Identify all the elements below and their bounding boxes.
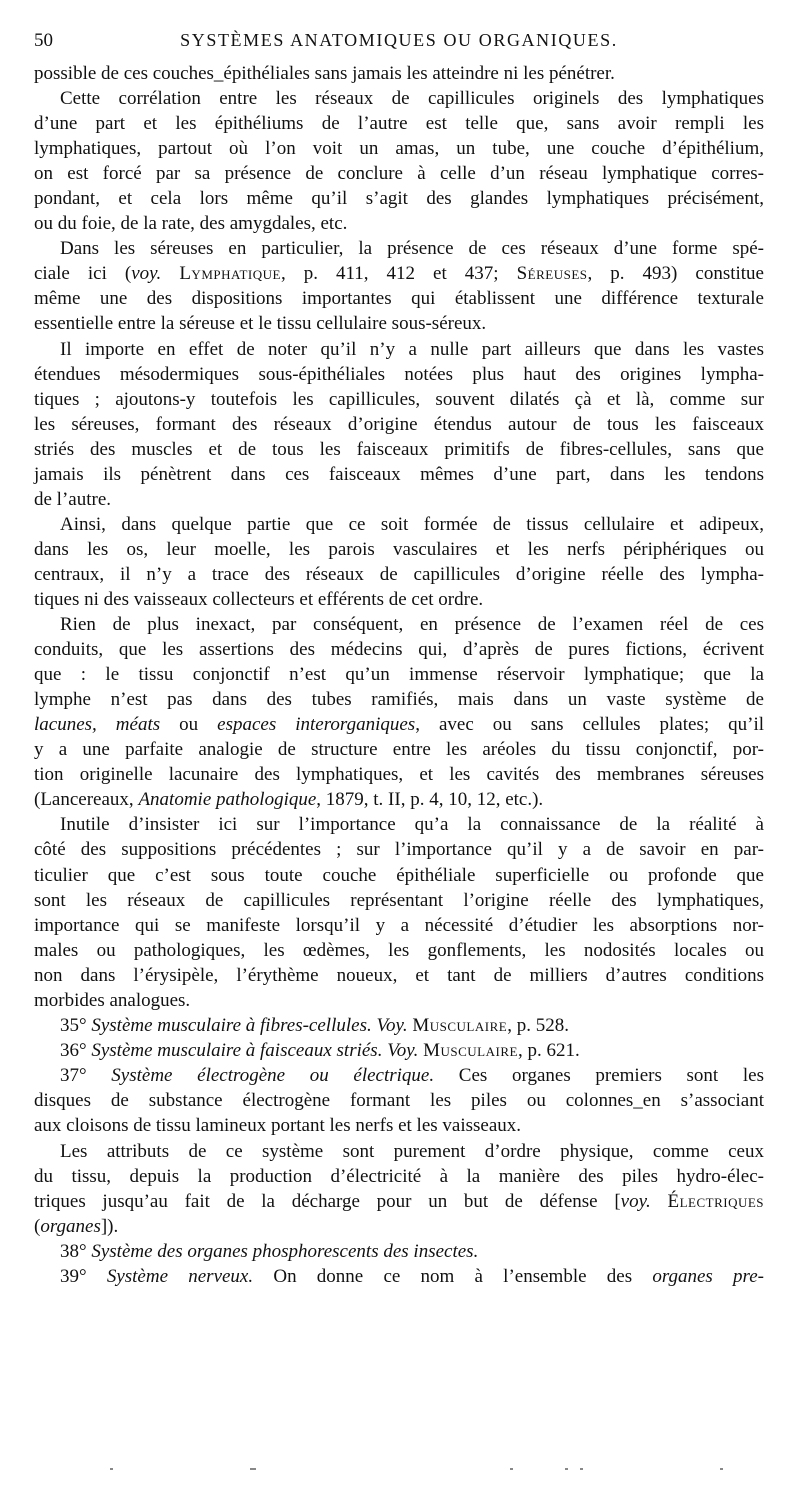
text-line: [34, 161, 764, 186]
running-title: SYSTÈMES ANATOMIQUES OU ORGANIQUES.: [180, 30, 618, 50]
text-segment: tiques ; ajoutons-y toutefois les capillicules, souvent dilatés çà et là, comme sur: [34, 388, 764, 410]
text-line: [34, 261, 764, 286]
page-number: 50: [34, 30, 53, 51]
text-line: [34, 211, 764, 236]
italic-text: organes: [40, 1216, 101, 1238]
speck: [250, 1468, 256, 1470]
speck: [510, 1468, 513, 1470]
text-segment: pondant, et cela lors même qu’il s’agit des glandes lymphatiques précisément,: [34, 188, 764, 210]
text-segment: conduits, que les assertions des médecins qui, d’après de pures fictions, écrivent: [34, 639, 764, 661]
text-line: [34, 61, 764, 86]
text-segment: côté des suppositions précédentes ; sur l’importance qu’il y a de savoir en par-: [34, 839, 764, 861]
text-line: [34, 1113, 764, 1138]
text-line: [34, 1239, 764, 1264]
text-segment: centraux, il n’y a trace des réseaux de capillicules d’origine réelle des lympha-: [34, 563, 764, 585]
text-line: [34, 437, 764, 462]
text-segment: possible de ces couches_épithéliales sans jamais les atteindre ni les pénétrer.: [34, 63, 615, 84]
text-segment: les séreuses, formant des réseaux d’origine étendus autour de tous les faisceaux: [34, 413, 764, 435]
text-segment: non dans l’érysipèle, l’érythème noueux, et tant de milliers d’autres conditions: [34, 964, 764, 986]
text-line: [34, 963, 764, 988]
italic-text: Système musculaire à fibres-cellules.: [91, 1014, 372, 1036]
italic-text: Voy.: [387, 1039, 419, 1061]
text-segment: 39°: [60, 1266, 107, 1288]
text-line: [34, 136, 764, 161]
text-segment: Cette corrélation entre les réseaux de capillicules originels des lymphatiques: [60, 88, 764, 110]
text-line: [34, 1189, 764, 1214]
bottom-specks: [110, 1468, 730, 1474]
text-line: [34, 1214, 764, 1239]
text-segment: même une des dispositions importantes qui établissent une différence texturale: [34, 288, 764, 310]
text-segment: de l’autre.: [34, 488, 112, 510]
italic-text: voy.: [131, 263, 162, 285]
text-line: [34, 938, 764, 963]
small-caps-text: Lymphatique: [179, 263, 281, 285]
text-segment: jamais ils pénètrent dans ces faisceaux mêmes d’une part, dans les tendons: [34, 463, 764, 485]
text-line: [34, 913, 764, 938]
text-segment: on est forcé par sa présence de conclure à celle d’un réseau lymphatique corres-: [34, 163, 764, 185]
text-segment: du tissu, depuis la production d’électricité à la manière des piles hydro-élec-: [34, 1166, 764, 1188]
text-segment: , p. 528.: [507, 1014, 569, 1036]
text-segment: striés des muscles et de tous les faisceaux primitifs de fibres-cellules, sans que: [34, 438, 764, 460]
italic-text: Anatomie pathologique: [138, 789, 317, 811]
text-segment: [161, 263, 179, 284]
text-segment: que : le tissu conjonctif n’est qu’un immense réservoir lymphatique; que la: [34, 664, 764, 686]
text-segment: d’une part et les épithéliums de l’autre est telle que, sans avoir rempli les: [34, 113, 764, 135]
text-line: [34, 337, 764, 362]
italic-text: Système des organes phosphorescents des insectes.: [91, 1241, 479, 1263]
italic-text: organes pre-: [652, 1266, 764, 1288]
text-segment: essentielle entre la séreuse et le tissu cellulaire sous-séreux.: [34, 313, 487, 335]
italic-text: lacunes, méats: [34, 714, 161, 736]
text-segment: (: [34, 1216, 41, 1238]
text-line: [34, 86, 764, 111]
text-segment: Il importe en effet de noter qu’il n’y a nulle part ailleurs que dans les vastes: [60, 338, 764, 360]
speck: [565, 1468, 568, 1470]
text-line: [34, 512, 764, 537]
small-caps-text: Séreuses: [516, 263, 588, 285]
text-segment: (Lancereaux,: [34, 789, 139, 811]
text-line: [34, 612, 764, 637]
text-segment: , 1879, t. II, p. 4, 10, 12, etc.).: [316, 789, 544, 811]
text-line: [34, 1013, 764, 1038]
text-segment: ou: [160, 714, 218, 736]
text-segment: 38°: [60, 1241, 92, 1263]
text-segment: importance qui se manifeste lorsqu’il y a nécessité d’étudier les absorptions nor-: [34, 914, 764, 936]
text-segment: dans les os, leur moelle, les parois vasculaires et les nerfs périphériques ou: [34, 538, 764, 560]
text-segment: ]).: [100, 1216, 119, 1238]
text-segment: lymphe n’est pas dans des tubes ramifiés, mais dans un vaste système de: [34, 689, 764, 711]
text-line: [34, 988, 764, 1013]
speck: [580, 1468, 583, 1470]
text-line: [34, 562, 764, 587]
text-segment: , p. 411, 412 et 437;: [280, 263, 517, 285]
text-line: [34, 587, 764, 612]
italic-text: Système nerveux.: [106, 1266, 254, 1288]
text-segment: Ainsi, dans quelque partie que ce soit formée de tissus cellulaire et adipeux,: [60, 513, 764, 535]
speck: [720, 1468, 723, 1470]
small-caps-text: Musculaire: [412, 1014, 508, 1036]
italic-text: Système électrogène ou électrique.: [111, 1064, 435, 1086]
body-text: [34, 61, 764, 1289]
text-line: [34, 762, 764, 787]
text-line: [34, 1139, 764, 1164]
small-caps-text: Musculaire: [423, 1039, 518, 1061]
text-line: [34, 387, 764, 412]
text-segment: tiques ni des vaisseaux collecteurs et efférents de cet ordre.: [34, 588, 484, 610]
text-segment: y a une parfaite analogie de structure entre les aréoles du tissu conjonctif, por-: [34, 739, 764, 761]
text-segment: Inutile d’insister ici sur l’importance qu’a la connaissance de la réalité à: [60, 814, 764, 836]
text-segment: Les attributs de ce système sont purement d’ordre physique, comme ceux: [60, 1141, 764, 1163]
text-segment: triques jusqu’au fait de la décharge pour un but de défense [: [34, 1191, 621, 1213]
speck: [110, 1468, 113, 1470]
text-segment: disques de substance électrogène formant les piles ou colonnes_en s’associant: [34, 1089, 764, 1111]
text-line: [34, 1088, 764, 1113]
text-line: [34, 462, 764, 487]
text-line: [34, 362, 764, 387]
italic-text: voy.: [620, 1191, 651, 1213]
text-segment: Dans les séreuses en particulier, la présence de ces réseaux d’une forme spé-: [60, 238, 764, 260]
text-segment: aux cloisons de tissu lamineux portant les nerfs et les vaisseaux.: [34, 1114, 522, 1136]
text-line: [34, 662, 764, 687]
text-segment: tion originelle lacunaire des lymphatiques, et les cavités des membranes séreuses: [34, 764, 764, 786]
text-line: [34, 888, 764, 913]
italic-text: Système musculaire à faisceaux striés.: [91, 1039, 383, 1061]
text-segment: lymphatiques, partout où l’on voit un amas, un tube, une couche d’épithélium,: [34, 138, 764, 160]
text-segment: , avec ou sans cellules plates; qu’il: [415, 714, 765, 736]
italic-text: Voy.: [376, 1014, 408, 1036]
text-segment: étendues mésodermiques sous-épithéliales notées plus haut des origines lympha-: [34, 363, 764, 385]
text-line: [34, 186, 764, 211]
text-line: [34, 487, 764, 512]
text-segment: ou du foie, de la rate, des amygdales, etc.: [34, 213, 348, 235]
text-line: [34, 687, 764, 712]
text-line: [34, 286, 764, 311]
text-line: [34, 1164, 764, 1189]
text-segment: [651, 1191, 668, 1212]
text-line: [34, 412, 764, 437]
text-segment: morbides analogues.: [34, 989, 191, 1011]
text-line: [34, 637, 764, 662]
text-line: [34, 111, 764, 136]
text-segment: , p. 493) constitue: [587, 263, 764, 285]
text-segment: ticulier que c’est sous toute couche épithéliale superficielle ou profonde que: [34, 864, 764, 886]
text-line: [34, 837, 764, 862]
text-segment: 35°: [60, 1014, 92, 1036]
italic-text: espaces interorganiques: [217, 714, 416, 736]
text-segment: sont les réseaux de capillicules représentant l’origine réelle des lymphatiques,: [34, 889, 764, 911]
text-segment: Ces organes premiers sont les: [434, 1064, 764, 1086]
text-line: [34, 537, 764, 562]
text-segment: On donne ce nom à l’ensemble des: [253, 1266, 653, 1288]
small-caps-text: Électriques: [667, 1191, 765, 1213]
text-line: [34, 737, 764, 762]
text-segment: , p. 621.: [517, 1039, 580, 1061]
text-segment: males ou pathologiques, les œdèmes, les gonflements, les nodosités locales ou: [34, 939, 764, 961]
page-header: [34, 30, 764, 56]
text-segment: Rien de plus inexact, par conséquent, en présence de l’examen réel de ces: [60, 614, 764, 636]
text-line: [34, 863, 764, 888]
text-line: [34, 712, 764, 737]
text-line: [34, 311, 764, 336]
text-segment: 36°: [60, 1039, 92, 1061]
text-line: [34, 787, 764, 812]
text-line: [34, 1038, 764, 1063]
text-segment: ciale ici (: [34, 263, 132, 285]
text-segment: 37°: [60, 1064, 112, 1086]
text-line: [34, 236, 764, 261]
text-line: [34, 812, 764, 837]
text-line: [34, 1264, 764, 1289]
text-line: [34, 1063, 764, 1088]
